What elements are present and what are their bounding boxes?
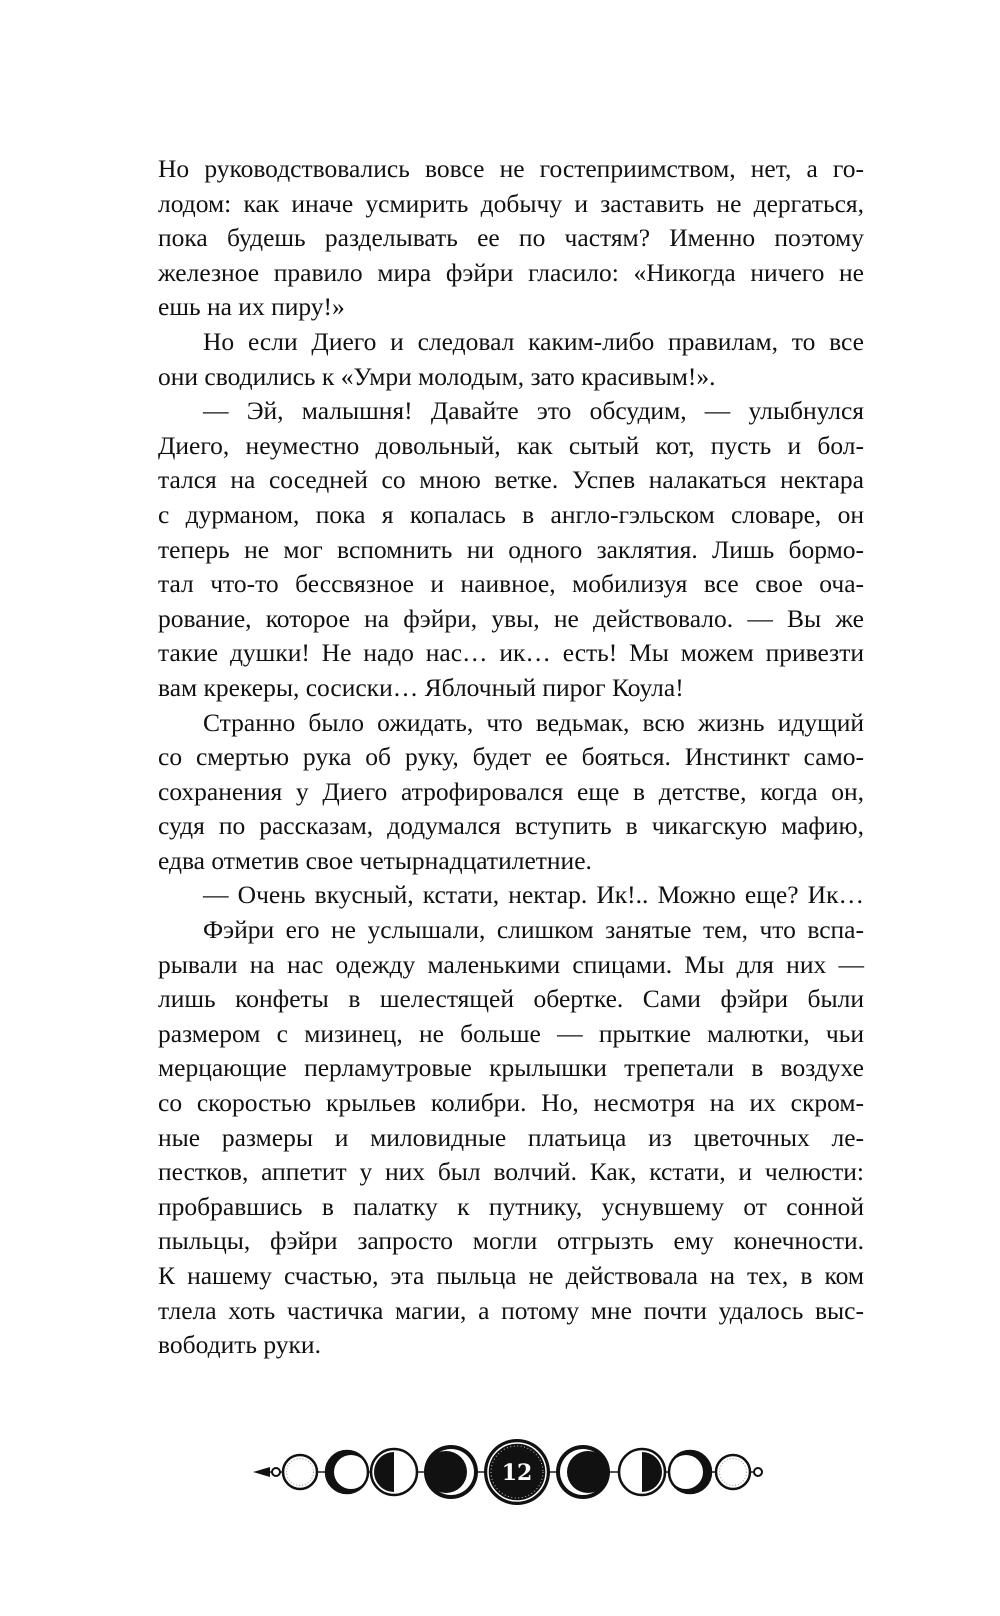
half-moon-right-icon bbox=[619, 1449, 665, 1495]
text-line: вам крекеры, сосиски… Яблочный пирог Коула! bbox=[158, 672, 684, 702]
arrow-left-icon bbox=[253, 1467, 270, 1477]
text-line: К нашему счастью, эта пыльца не действовала на тех, в ком bbox=[158, 1261, 864, 1290]
text-line: пробравшись в палатку к путнику, уснувшему от сонной bbox=[158, 1191, 864, 1221]
text-line: тлела хоть частичка магии, а потому мне почти удалось выс- bbox=[158, 1295, 864, 1325]
text-line: ные размеры и миловидные платьица из цветочных ле- bbox=[158, 1122, 864, 1152]
text-line: едва отметив свое четырнадцатилетние. bbox=[158, 845, 592, 875]
text-line: мерцающие перламутровые крылышки трепетали в воздухе bbox=[158, 1053, 864, 1083]
text-line: тал что-то бессвязное и наивное, мобилизуя все свое оча- bbox=[158, 569, 864, 599]
text-line: Но руководствовались вовсе не гостеприимством, нет, а го- bbox=[158, 154, 864, 183]
text-line: Но если Диего и следовал каким-либо правилам, то все bbox=[203, 326, 864, 356]
text-line: со смертью рука об руку, будет ее бояться. Инстинкт само- bbox=[158, 742, 864, 772]
moon-phases-icon bbox=[240, 1430, 780, 1520]
text-line: лодом: как иначе усмирить добычу и заставить не дергаться, bbox=[158, 188, 864, 218]
text-line: вободить руки. bbox=[158, 1330, 321, 1360]
text-line: Странно было ожидать, что ведьмак, всю жизнь идущий bbox=[203, 707, 864, 737]
half-moon-left-icon bbox=[371, 1449, 417, 1495]
dot-left-icon bbox=[272, 1468, 280, 1476]
text-line: сохранения у Диего атрофировался еще в детстве, когда он, bbox=[158, 776, 864, 806]
text-line: тался на соседней со мною ветке. Успев налакаться нектара bbox=[158, 465, 864, 495]
text-line: железное правило мира фэйри гласило: «Никогда ничего не bbox=[158, 257, 864, 287]
text-line: со скоростью крыльев колибри. Но, несмотря на их скром- bbox=[158, 1088, 864, 1118]
text-line: рывали на нас одежду маленькими спицами. Мы для них — bbox=[158, 949, 864, 979]
crescent-moon-right-icon bbox=[669, 1451, 711, 1493]
text-line: Фэйри его не услышали, слишком занятые тем, что вспа- bbox=[203, 915, 864, 945]
text-line: — Очень вкусный, кстати, нектар. Ик!.. Можно еще? Ик… bbox=[203, 880, 864, 910]
gibbous-moon-left-icon bbox=[424, 1445, 478, 1499]
text-line: пока будешь разделывать ее по частям? Именно поэтому bbox=[158, 223, 864, 253]
text-line: размером с мизинец, не больше — прыткие малютки, чьи bbox=[158, 1018, 864, 1048]
text-line: пестков, аппетит у них был волчий. Как, кстати, и челюсти: bbox=[158, 1157, 864, 1187]
page-number-badge bbox=[484, 1439, 550, 1505]
text-line: они сводились к «Умри молодым, зато красивым!». bbox=[158, 361, 716, 391]
text-line: судя по рассказам, додумался вступить в чикагскую мафию, bbox=[158, 811, 864, 841]
text-line: рование, которое на фэйри, увы, не действовало. — Вы же bbox=[158, 603, 864, 633]
text-line: теперь не мог вспомнить ни одного заклятия. Лишь бормо- bbox=[158, 534, 864, 564]
full-moon-right-icon bbox=[716, 1455, 750, 1489]
text-line: — Эй, малышня! Давайте это обсудим, — улыбнулся bbox=[203, 396, 864, 426]
text-line: с дурманом, пока я копалась в англо-гэльском словаре, он bbox=[158, 499, 864, 529]
page-footer bbox=[240, 1430, 780, 1520]
gibbous-moon-right-icon bbox=[556, 1445, 610, 1499]
text-line: Диего, неуместно довольный, как сытый кот, пусть и бол- bbox=[158, 430, 864, 460]
dot-right-icon bbox=[754, 1468, 762, 1476]
text-line: такие душки! Не надо нас… ик… есть! Мы можем привезти bbox=[158, 638, 864, 668]
crescent-moon-left-icon bbox=[326, 1451, 368, 1493]
body-text bbox=[158, 152, 864, 1363]
text-line: лишь конфеты в шелестящей обертке. Сами фэйри были bbox=[158, 984, 864, 1014]
text-line: ешь на их пиру!» bbox=[158, 292, 345, 322]
text-line: пыльцы, фэйри запросто могли отгрызть ему конечности. bbox=[158, 1226, 864, 1256]
full-moon-left-icon bbox=[283, 1455, 317, 1489]
page-number: 12 bbox=[501, 1460, 533, 1486]
